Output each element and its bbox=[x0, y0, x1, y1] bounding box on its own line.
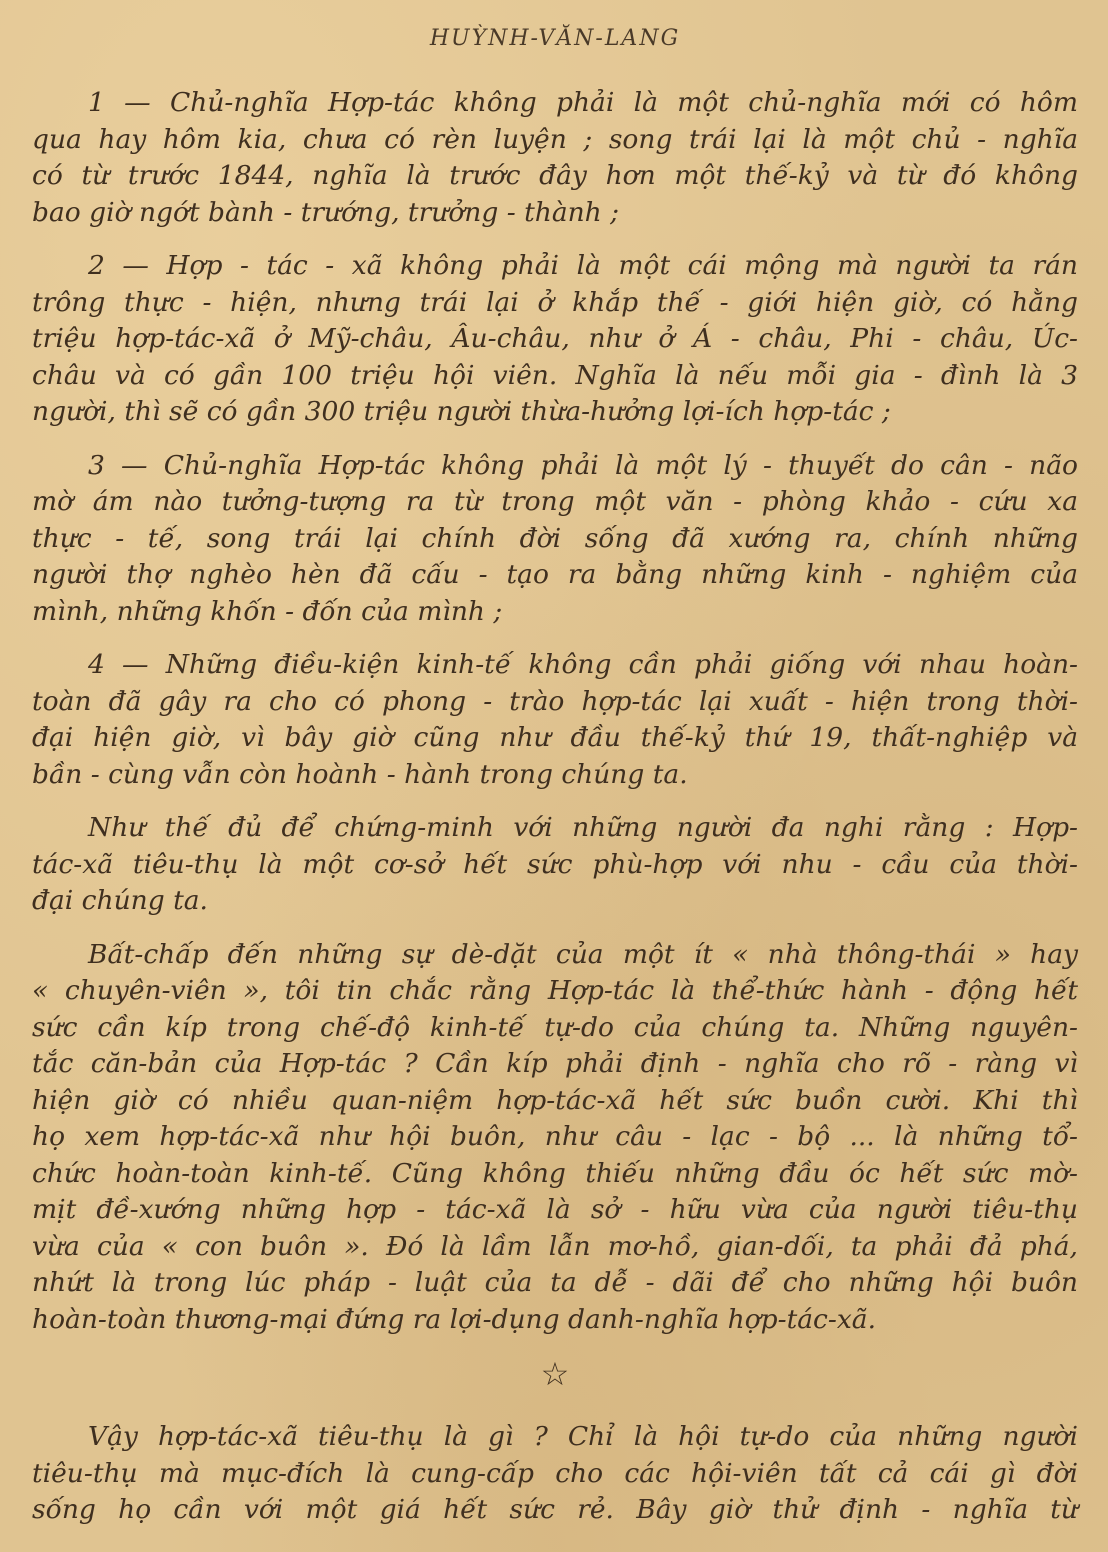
text-line: vừa của « con buôn ». Đó là lầm lẫn mơ-hồ, gian-dối, ta phải đả phá, bbox=[32, 1230, 1078, 1262]
text-line: 1 — Chủ-nghĩa Hợp-tác không phải là một chủ-nghĩa mới có hôm bbox=[88, 87, 1078, 118]
text-line: nhứt là trong lúc pháp - luật của ta dễ - dãi để cho những hội buôn bbox=[32, 1267, 1078, 1298]
text-line: đại hiện giờ, vì bây giờ cũng như đầu thế-kỷ thứ 19, thất-nghiệp và bbox=[32, 722, 1078, 753]
text-line: bần - cùng vẫn còn hoành - hành trong chúng ta. bbox=[32, 758, 688, 790]
paragraph-point-3 bbox=[32, 448, 1078, 631]
text-line: người, thì sẽ có gần 300 triệu người thừa-hưởng lợi-ích hợp-tác ; bbox=[32, 396, 891, 427]
text-line: sống họ cần với một giá hết sức rẻ. Bây giờ thử định - nghĩa từ bbox=[32, 1494, 1078, 1525]
text-line: tắc căn-bản của Hợp-tác ? Cần kíp phải định - nghĩa cho rõ - ràng vì bbox=[32, 1048, 1078, 1079]
text-line: mờ ám nào tưởng-tượng ra từ trong một văn - phòng khảo - cứu xa bbox=[32, 486, 1078, 517]
text-line: Bất-chấp đến những sự dè-dặt của một ít « nhà thông-thái » hay bbox=[88, 938, 1078, 970]
star-separator-icon: ☆ bbox=[540, 1355, 570, 1393]
text-line: hoàn-toàn thương-mại đứng ra lợi-dụng danh-nghĩa hợp-tác-xã. bbox=[32, 1303, 877, 1335]
text-line: họ xem hợp-tác-xã như hội buôn, như câu - lạc - bộ ... là những tổ- bbox=[32, 1121, 1078, 1152]
text-line: mịt đề-xướng những hợp - tác-xã là sở - hữu vừa của người tiêu-thụ bbox=[32, 1194, 1078, 1225]
text-line: 4 — Những điều-kiện kinh-tế không cần phải giống với nhau hoàn- bbox=[88, 649, 1078, 680]
text-line: triệu hợp-tác-xã ở Mỹ-châu, Âu-châu, như ở Á - châu, Phi - châu, Úc- bbox=[32, 323, 1078, 354]
text-line: tiêu-thụ mà mục-đích là cung-cấp cho các hội-viên tất cả cái gì đời bbox=[32, 1457, 1078, 1489]
text-line: đại chúng ta. bbox=[32, 885, 208, 916]
text-line: mình, những khốn - đốn của mình ; bbox=[32, 595, 503, 627]
paragraph-point-1 bbox=[32, 85, 1078, 231]
text-line: chức hoàn-toàn kinh-tế. Cũng không thiếu những đầu óc hết sức mờ- bbox=[32, 1157, 1078, 1189]
text-line: có từ trước 1844, nghĩa là trước đây hơn một thế-kỷ và từ đó không bbox=[32, 160, 1078, 191]
text-line: sức cần kíp trong chế-độ kinh-tế tự-do của chúng ta. Những nguyên- bbox=[32, 1011, 1078, 1043]
text-line: người thợ nghèo hèn đã cấu - tạo ra bằng những kinh - nghiệm của bbox=[32, 559, 1078, 590]
text-line: hiện giờ có nhiều quan-niệm hợp-tác-xã hết sức buồn cười. Khi thì bbox=[32, 1084, 1078, 1116]
text-line: qua hay hôm kia, chưa có rèn luyện ; song trái lại là một chủ - nghĩa bbox=[32, 123, 1078, 155]
text-line: tác-xã tiêu-thụ là một cơ-sở hết sức phù-hợp với nhu - cầu của thời- bbox=[32, 848, 1078, 880]
text-line: Vậy hợp-tác-xã tiêu-thụ là gì ? Chỉ là hội tự-do của những người bbox=[88, 1421, 1078, 1452]
paragraph-point-2 bbox=[32, 248, 1078, 431]
text-line: Như thế đủ để chứng-minh với những người đa nghi rằng : Hợp- bbox=[88, 812, 1078, 843]
text-line: 3 — Chủ-nghĩa Hợp-tác không phải là một lý - thuyết do cân - não bbox=[88, 449, 1078, 481]
running-header: HUỲNH-VĂN-LANG bbox=[429, 26, 681, 51]
paragraph-principles bbox=[32, 937, 1078, 1339]
text-line: 2 — Hợp - tác - xã không phải là một cái mộng mà người ta rán bbox=[88, 250, 1078, 281]
paragraph-definition bbox=[32, 1419, 1078, 1529]
text-line: bao giờ ngớt bành - trướng, trưởng - thành ; bbox=[32, 196, 620, 228]
text-line: toàn đã gây ra cho có phong - trào hợp-tác lại xuất - hiện trong thời- bbox=[32, 685, 1078, 717]
text-line: thực - tế, song trái lại chính đời sống đã xướng ra, chính những bbox=[32, 522, 1078, 554]
text-line: trông thực - hiện, nhưng trái lại ở khắp thế - giới hiện giờ, có hằng bbox=[32, 286, 1078, 318]
text-line: « chuyên-viên », tôi tin chắc rằng Hợp-tác là thể-thức hành - động hết bbox=[32, 975, 1078, 1006]
text-line: châu và có gần 100 triệu hội viên. Nghĩa là nếu mỗi gia - đình là 3 bbox=[32, 359, 1078, 391]
paragraph-point-4 bbox=[32, 647, 1078, 793]
paragraph-conclusion bbox=[32, 810, 1078, 920]
